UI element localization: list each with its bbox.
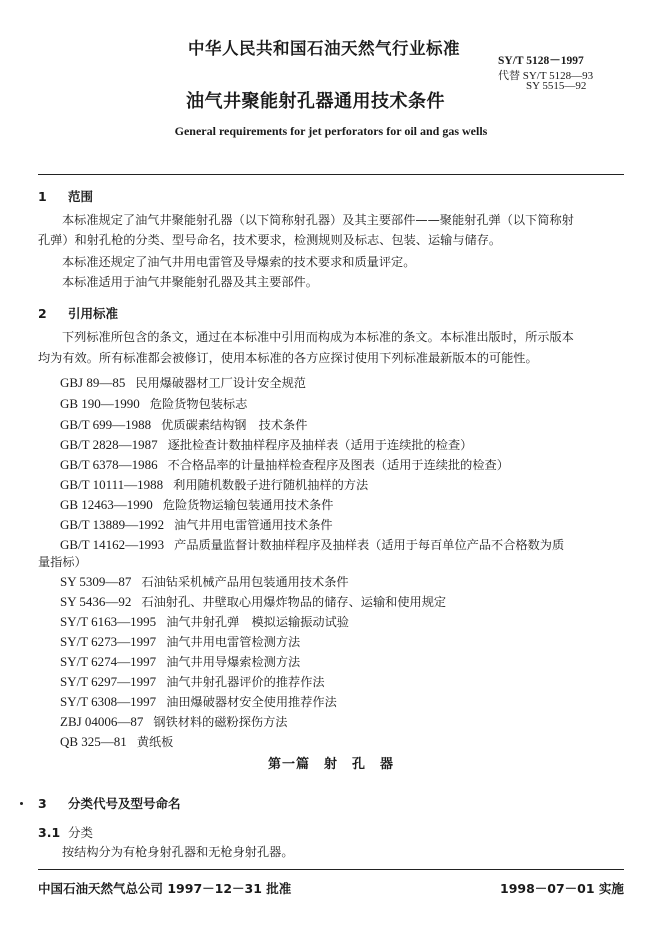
reference-title: 石油钻采机械产品用包装通用技术条件	[141, 575, 349, 589]
standard-category-title: 中华人民共和国石油天然气行业标准	[188, 39, 460, 58]
section-1-para-1-line-2: 孔弹）和射孔枪的分类、型号命名，技术要求，检测规则及标志、包装、运输与储存。	[38, 233, 502, 247]
replaces-line-1: 代替 SY/T 5128—93	[498, 70, 594, 82]
top-divider	[38, 174, 624, 175]
reference-code: GB/T 13889—1992	[60, 517, 165, 532]
reference-title: 黄纸板	[136, 735, 174, 749]
reference-title: 油气井用电雷管检测方法	[166, 635, 301, 649]
reference-title: 逐批检查计数抽样程序及抽样表（适用于连续批的检查）	[167, 438, 473, 452]
margin-dot	[20, 802, 23, 805]
reference-item	[60, 673, 325, 690]
reference-title: 民用爆破器材工厂设计安全规范	[135, 376, 306, 390]
reference-code: GB/T 699—1988	[60, 417, 152, 432]
reference-item	[60, 593, 446, 610]
bottom-divider	[38, 869, 624, 870]
reference-item	[60, 573, 349, 590]
subsection-3-1-heading	[38, 823, 93, 841]
section-1-heading	[38, 187, 93, 205]
section-1-para-1-line-1: 本标准规定了油气井聚能射孔器（以下简称射孔器）及其主要部件——聚能射孔弹（以下简称射	[62, 213, 574, 227]
subsection-3-1-text: 按结构分为有枪身射孔器和无枪身射孔器。	[62, 845, 294, 859]
reference-title: 油气井射孔弹 模拟运输振动试验	[166, 615, 349, 629]
section-2-intro-line-1: 下列标准所包含的条文，通过在本标准中引用而构成为本标准的条文。本标准出版时，所示版本	[62, 330, 574, 344]
section-1-para-2: 本标准还规定了油气井用电雷管及导爆索的技术要求和质量评定。	[62, 255, 416, 269]
reference-code: GB/T 2828—1987	[60, 437, 158, 452]
reference-code: SY/T 6163—1995	[60, 614, 157, 629]
reference-item	[60, 436, 472, 453]
section-1-para-3: 本标准适用于油气井聚能射孔器及其主要部件。	[62, 275, 318, 289]
reference-title: 不合格品率的计量抽样检查程序及图表（适用于连续批的检查）	[167, 458, 509, 472]
standard-code: SY/T 5128－1997	[498, 55, 584, 67]
subsection-number: 3.1	[38, 825, 61, 840]
english-title: General requirements for jet perforators for oil and gas wells	[174, 124, 488, 138]
section-2-heading	[38, 304, 118, 322]
section-3-heading	[38, 794, 181, 812]
section-title: 分类代号及型号命名	[68, 796, 181, 811]
reference-item	[60, 476, 368, 493]
reference-code: GBJ 89—85	[60, 375, 126, 390]
reference-item	[60, 713, 287, 730]
reference-title: 油气井用电雷管通用技术条件	[174, 518, 333, 532]
reference-item	[60, 613, 349, 630]
effective-date: 1998－07－01 实施	[500, 881, 624, 896]
reference-code: SY 5309—87	[60, 574, 132, 589]
subsection-title: 分类	[68, 825, 94, 840]
reference-item	[60, 374, 306, 391]
part-heading: 第一篇 射 孔 器	[267, 757, 394, 772]
reference-item	[60, 653, 300, 670]
reference-code: GB/T 10111—1988	[60, 477, 164, 492]
reference-title: 石油射孔、井壁取心用爆炸物品的储存、运输和使用规定	[141, 595, 447, 609]
reference-code: ZBJ 04006—87	[60, 714, 144, 729]
replaces-line-2: SY 5515—92	[526, 80, 587, 92]
section-number: 2	[38, 306, 47, 321]
reference-code: SY 5436—92	[60, 594, 132, 609]
reference-title: 产品质量监督计数抽样程序及抽样表（适用于每百单位产品不合格数为质	[174, 538, 565, 552]
approval-line: 中国石油天然气总公司 1997－12－31 批准	[38, 881, 292, 896]
reference-code: SY/T 6297—1997	[60, 674, 157, 689]
reference-item	[60, 416, 307, 433]
reference-code: QB 325—81	[60, 734, 127, 749]
reference-code: SY/T 6273—1997	[60, 634, 157, 649]
reference-title: 钢铁材料的磁粉探伤方法	[153, 715, 288, 729]
reference-title: 危险货物运输包装通用技术条件	[162, 498, 334, 512]
reference-title: 油田爆破器材安全使用推荐作法	[166, 695, 337, 709]
reference-code: GB 190—1990	[60, 396, 140, 411]
section-number: 1	[38, 189, 47, 204]
reference-title: 油气井射孔器评价的推荐作法	[166, 675, 325, 689]
section-title: 引用标准	[68, 306, 119, 321]
reference-title: 优质碳素结构钢 技术条件	[161, 418, 308, 432]
reference-item	[60, 693, 337, 710]
reference-code: GB/T 6378—1986	[60, 457, 158, 472]
reference-code: GB/T 14162—1993	[60, 537, 165, 552]
reference-continuation: 量指标）	[38, 555, 87, 569]
reference-title: 危险货物包装标志	[149, 397, 248, 411]
reference-item	[60, 633, 300, 650]
document-title: 油气井聚能射孔器通用技术条件	[186, 91, 445, 112]
reference-item	[60, 516, 333, 533]
reference-item	[60, 456, 509, 473]
reference-item	[60, 496, 333, 513]
reference-title: 利用随机数骰子进行随机抽样的方法	[173, 478, 369, 492]
reference-item	[60, 395, 247, 412]
reference-code: SY/T 6308—1997	[60, 694, 157, 709]
reference-code: SY/T 6274—1997	[60, 654, 157, 669]
reference-title: 油气井用导爆索检测方法	[166, 655, 301, 669]
reference-code: GB 12463—1990	[60, 497, 153, 512]
section-number: 3	[38, 796, 47, 811]
section-title: 范围	[68, 189, 94, 204]
reference-item	[60, 536, 564, 553]
section-2-intro-line-2: 均为有效。所有标准都会被修订，使用本标准的各方应探讨使用下列标准最新版本的可能性。	[38, 351, 538, 365]
reference-item	[60, 733, 173, 750]
